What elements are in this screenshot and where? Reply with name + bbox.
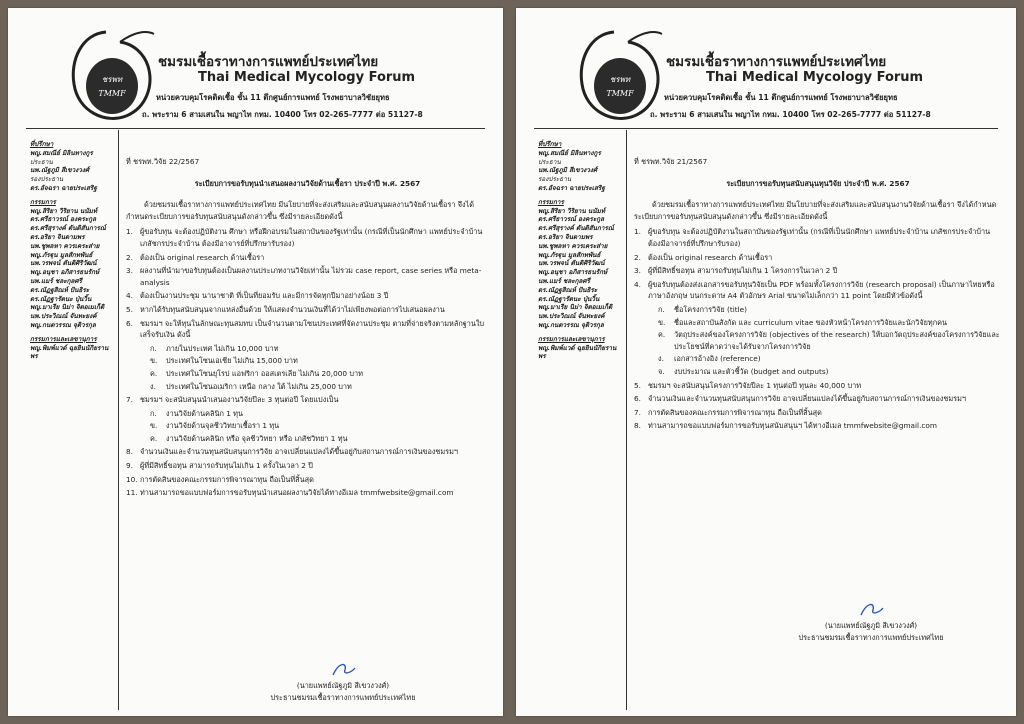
committee-member: ดร.ศรีสุรางค์ ตันติสันการณ์ <box>30 224 106 233</box>
vice-role: รองประธาน <box>30 175 64 184</box>
committee-member: พญ.อนุชา อภิสารธนรักษ์ <box>30 268 100 277</box>
org-address-line2: ถ. พระราม 6 สามเสนใน พญาไท กทม. 10400 โทร 02-265-7777 ต่อ 51127-8 <box>142 110 423 119</box>
header-divider <box>26 128 485 129</box>
committee-member: ดร.ศรีสุรางค์ ตันติสันการณ์ <box>538 224 614 233</box>
committee-member: นพ.ชูพลหา ควรเคระส่าย <box>538 241 608 250</box>
letter-intro: ด้วยชมรมเชื้อราทางการแพทย์ประเทศไทย มีนโยบายที่จะส่งเสริมและสนับสนุนงานวิจัยด้านเชื้อรา จึงได้กำหนดระเบียบการขอรับทุนสนับสนุนดังกล่าวขึ้น ซึ่งมีรายละเอียดดังนี้ <box>634 200 997 221</box>
rule-item <box>634 252 1002 264</box>
committee-member: นพ.แมร์ ชละกุลศรี <box>30 276 82 285</box>
svg-text:TMMF: TMMF <box>98 89 126 98</box>
item-text: การตัดสินของคณะกรรมการพิจารณาทุน ถือเป็นที่สิ้นสุด <box>140 474 314 484</box>
rule-subitem <box>150 381 489 393</box>
committee-member: นพ.ชูพลหา ควรเคระส่าย <box>30 241 100 250</box>
committee-member: นพ.แมร์ ชละกุลศรี <box>538 276 590 285</box>
signatory-name: (นายแพทย์ณัฐภูมิ สีเขวงวงศ์) <box>824 621 918 630</box>
letter-title: ระเบียบการขอรับทุนสนับสนุนทุนวิจัย ประจำปี พ.ศ. 2567 <box>726 178 910 188</box>
sidebar-divider <box>626 130 627 710</box>
committee-member: พญ.สิริยา วิริยาน นนัมท์ <box>30 206 98 215</box>
rule-item <box>126 226 489 249</box>
committee-member: ดร.ศรีธาวรณ์ องคระกูล <box>538 215 605 224</box>
letter-body <box>126 156 489 501</box>
item-text: ผู้ที่มีสิทธิ์ขอทุน สามารถรับทุนไม่เกิน 1 โครงการในเวลา 2 ปี <box>648 266 838 276</box>
committee-member: ดร.ณัฏฐารัตนะ ปุ่นวิ้น <box>30 294 92 303</box>
committee-member: พญ.อนุชา อภิสารธนรักษ์ <box>538 268 608 277</box>
item-number: ข. <box>150 421 158 431</box>
item-number: ก. <box>150 343 157 353</box>
rule-item <box>634 420 1002 432</box>
committee-member: ดร.ณัฏฐารัตนะ ปุ่นวิ้น <box>538 294 600 303</box>
svg-text:ชรพท: ชรพท <box>609 75 631 84</box>
committee-member: ดร.ศรีธาวรณ์ องคระกูล <box>30 215 97 224</box>
rule-item <box>634 407 1002 419</box>
rule-item <box>126 318 489 341</box>
item-text: งานวิจัยด้านคลินิก 1 ทุน <box>166 408 243 418</box>
item-number: 7. <box>634 407 641 417</box>
committee-member: นพ.ประวิณณ์ จันทะยงค์ <box>538 312 605 321</box>
item-number: 11. <box>126 488 138 498</box>
item-text: ชื่อและสถาบันสังกัด และ curriculum vitae ของหัวหน้าโครงการวิจัยและนักวิจัยทุกคน <box>674 317 948 327</box>
rule-item <box>126 474 489 486</box>
item-text: ท่านสามารถขอแบบฟอร์มการขอรับทุนนำเสนอผลงานวิจัยได้ทางอีเมล tmmfwebsite@gmail.com <box>140 488 454 498</box>
org-name-english: Thai Medical Mycology Forum <box>198 70 416 85</box>
signature-icon <box>323 660 363 678</box>
item-number: ก. <box>150 408 157 418</box>
item-number: 9. <box>126 461 133 471</box>
item-number: 7. <box>126 395 133 405</box>
rule-item <box>126 265 489 288</box>
item-number: ค. <box>150 433 158 443</box>
committee-member: ดร.อริยา จินดามพร <box>30 232 85 241</box>
committee-list <box>538 207 624 330</box>
item-number: ค. <box>150 368 158 378</box>
item-text: ผู้ขอรับทุนต้องส่งเอกสารขอรับทุนวิจัยเป็น PDF พร้อมทั้งโครงการวิจัย (research proposal) เป็นภาษาไทยหรือภาษาอังกฤษ บนกระดาษ A4 ตัวอักษร Arial ขนาดไม่เล็กกว่า 11 point โดยมีหัวข้อดังนี้ <box>648 279 995 301</box>
item-text: ผู้ขอรับทุน จะต้องปฏิบัติงานในสถาบันของรัฐเท่านั้น (กรณีที่เป็นนักศึกษา แพทย์ประจำบ้าน เภสัชกรประจำบ้าน ต้องมีอาจารย์ที่ปรึกษารับรอง) <box>648 227 991 248</box>
committee-heading: กรรมการ <box>30 197 56 206</box>
committee-heading: กรรมการ <box>538 197 564 206</box>
item-number: 6. <box>634 394 641 404</box>
item-text: ประเทศในโซนอเมริกา เหนือ กลาง ใต้ ไม่เกิน 25,000 บาท <box>166 381 352 391</box>
rule-item <box>634 265 1002 277</box>
item-text: ชมรมฯ จะให้ทุนในลักษณะทุนสมทบ เป็นจำนวนตามโซนประเทศที่จัดงานประชุม ตามที่จ่ายจริงตามหลักฐานใบเสร็จรับเงิน ดังนี้ <box>140 318 485 340</box>
rule-item <box>126 290 489 302</box>
document-number: ที่ ชรพท.วิจัย 21/2567 <box>634 157 708 166</box>
item-text: ต้องเป็น original research ด้านเชื้อรา <box>140 252 265 262</box>
rule-item <box>634 226 1002 249</box>
secretary-heading: กรรมการและเลขานุการ <box>30 334 97 343</box>
org-address-line2: ถ. พระราม 6 สามเสนใน พญาไท กทม. 10400 โทร 02-265-7777 ต่อ 51127-8 <box>650 110 931 119</box>
rule-item <box>126 487 489 499</box>
committee-member: พญ.สิริยา วิริยาน นนัมท์ <box>538 206 606 215</box>
vice-role: รองประธาน <box>538 175 572 184</box>
rule-subitem <box>150 408 489 420</box>
secretary-name: พญ.พิมพ์แวด์ ฉุยยินนักิยรานพร <box>538 343 617 361</box>
committee-member: นพ.ประวิณณ์ จันทะยงค์ <box>30 312 97 321</box>
item-text: งานวิจัยด้านคลินิก หรือ จุลชีววิทยา หรือ เภสัชวิทยา 1 ทุน <box>166 433 348 443</box>
item-text: การตัดสินของคณะกรรมการพิจารณาทุน ถือเป็นที่สิ้นสุด <box>648 407 822 417</box>
advisor-name: พญ.สมณีย์ มิลินทางกูร <box>30 148 93 157</box>
svg-text:TMMF: TMMF <box>606 89 634 98</box>
vice-name: ดร.อัจฉรา ฉายประเสริฐ <box>538 183 605 192</box>
rule-subitem <box>658 317 1002 329</box>
committee-sidebar <box>538 138 624 361</box>
item-text: จำนวนเงินและจำนวนทุนสนับสนุนการวิจัย อาจเปลี่ยนแปลงได้ขึ้นอยู่กับสถานการณ์การเงินของชมรมฯ <box>648 394 966 404</box>
signature-block <box>751 600 991 644</box>
rule-subitem <box>150 355 489 367</box>
rules-list <box>126 226 489 498</box>
committee-member: นพ.วรพจน์ ตันติศิริวัฒน์ <box>30 259 97 268</box>
signatory-title: ประธานชมรมเชื้อราทางการแพทย์ประเทศไทย <box>270 693 416 702</box>
item-text: จำนวนเงินและจำนวนทุนสนับสนุนการวิจัย อาจเปลี่ยนแปลงได้ขึ้นอยู่กับสถานการณ์การเงินของชมรมฯ <box>140 447 458 457</box>
item-text: ชมรมฯ จะสนับสนุนโครงการวิจัยปีละ 1 ทุนต่อปี ทุนละ 40,000 บาท <box>648 380 862 390</box>
item-text: วัตถุประสงค์ของโครงการวิจัย (objectives of the research) ให้บอกวัตถุประสงค์ของโครงการวิจัยและประโยชน์ที่คาดว่าจะได้รับจากโครงการวิจัย <box>674 330 1000 351</box>
item-number: 5. <box>126 304 133 314</box>
item-text: ผลงานที่นำมาขอรับทุนต้องเป็นผลงานประเภทงานวิจัยเท่านั้น ไม่รวม case report, case series หรือ meta-analysis <box>140 266 482 287</box>
item-text: เอกสารอ้างอิง (reference) <box>674 354 761 364</box>
committee-list <box>30 207 116 330</box>
advisor-name: พญ.สมณีย์ มิลินทางกูร <box>538 148 601 157</box>
committee-member: พญ.ภัรฐุน มูลสักทพันธ์ <box>30 250 93 259</box>
rule-subitem <box>658 304 1002 316</box>
item-number: ข. <box>150 356 158 366</box>
item-number: ง. <box>150 381 156 391</box>
item-number: 2. <box>126 252 133 262</box>
rule-subitem <box>150 433 489 445</box>
committee-member: ดร.ณัฏฐสิณห์ ปันธิระ <box>30 285 90 294</box>
rule-item <box>126 252 489 264</box>
advisor-heading: ที่ปรึกษา <box>538 140 562 148</box>
item-number: 3. <box>126 266 133 276</box>
org-name-thai: ชมรมเชื้อราทางการแพทย์ประเทศไทย <box>158 54 379 70</box>
rule-item <box>634 393 1002 405</box>
svg-text:ชรพท: ชรพท <box>101 75 123 84</box>
item-number: 8. <box>634 421 641 431</box>
sidebar-divider <box>118 130 119 710</box>
item-number: 5. <box>634 380 641 390</box>
letter-title: ระเบียบการขอรับทุนนำเสนอผลงานวิจัยด้านเชื้อรา ประจำปี พ.ศ. 2567 <box>194 178 421 188</box>
rule-subitem <box>658 353 1002 365</box>
item-number: ง. <box>658 354 664 364</box>
item-number: 10. <box>126 474 138 484</box>
header-divider <box>534 128 998 129</box>
signatory-title: ประธานชมรมเชื้อราทางการแพทย์ประเทศไทย <box>798 633 944 642</box>
rule-subitem <box>658 329 1002 352</box>
document-page-right <box>516 8 1016 716</box>
org-address-line1: หน่วยควบคุมโรคติดเชื้อ ชั้น 11 ตึกศูนย์การแพทย์ โรงพยาบาลวิชัยยุทธ <box>664 93 898 102</box>
item-number: ค. <box>658 330 666 340</box>
rule-item <box>126 460 489 472</box>
rule-item <box>126 394 489 406</box>
committee-member: พญ.มาเรีย นิม่า จิตอเมเก็ติ <box>30 303 105 312</box>
item-number: 4. <box>634 279 641 289</box>
rule-item <box>634 380 1002 392</box>
item-text: งานวิจัยด้านจุลชีววิทยาเชื้อรา 1 ทุน <box>166 421 280 431</box>
org-name-thai: ชมรมเชื้อราทางการแพทย์ประเทศไทย <box>666 54 887 70</box>
item-number: 4. <box>126 291 133 301</box>
president-name: นพ.ณัฐภูมิ สีเขวงวงศ์ <box>30 166 90 175</box>
rules-list <box>634 226 1002 432</box>
item-text: ต้องเป็นงานประชุม นานาชาติ ที่เป็นที่ยอมรับ และมีการจัดทุกปีมาอย่างน้อย 3 ปี <box>140 291 389 301</box>
rule-item <box>634 279 1002 302</box>
signature-block <box>223 660 463 704</box>
item-text: ท่านสามารถขอแบบฟอร์มการขอรับทุนสนับสนุนฯ ได้ทางอีเมล tmmfwebsite@gmail.com <box>648 421 937 431</box>
president-role: ประธาน <box>538 157 561 166</box>
rule-subitem <box>150 368 489 380</box>
item-number: ก. <box>658 304 665 314</box>
committee-member: พญ.มาเรีย นิม่า จิตอเมเก็ติ <box>538 303 613 312</box>
committee-sidebar <box>30 138 116 361</box>
item-text: ผู้ที่มีสิทธิ์ขอทุน สามารถรับทุนไม่เกิน 1 ครั้งในเวลา 2 ปี <box>140 461 313 471</box>
committee-member: นพ.วรพจน์ ตันติศิริวัฒน์ <box>538 259 605 268</box>
item-number: 8. <box>126 447 133 457</box>
org-name-english: Thai Medical Mycology Forum <box>706 70 924 85</box>
secretary-heading: กรรมการและเลขานุการ <box>538 334 605 343</box>
rule-item <box>126 446 489 458</box>
item-text: ภายในประเทศ ไม่เกิน 10,000 บาท <box>166 343 279 353</box>
letter-intro: ด้วยชมรมเชื้อราทางการแพทย์ประเทศไทย มีนโยบายที่จะส่งเสริมและสนับสนุนผลงานวิจัยด้านเชื้อรา จึงได้กำหนดระเบียบการขอรับทุนสนับสนุนดังกล่าวขึ้น ซึ่งมีรายละเอียดดังนี้ <box>126 200 475 221</box>
document-number: ที่ ชรพท.วิจัย 22/2567 <box>126 157 200 166</box>
item-number: จ. <box>658 366 665 376</box>
item-text: งบประมาณ และตัวชี้วัด (budget and outputs) <box>674 366 829 376</box>
item-number: 1. <box>126 227 133 237</box>
item-text: ชื่อโครงการวิจัย (title) <box>674 304 747 314</box>
item-text: ต้องเป็น original research ด้านเชื้อรา <box>648 252 773 262</box>
item-number: 2. <box>634 252 641 262</box>
org-address-line1: หน่วยควบคุมโรคติดเชื้อ ชั้น 11 ตึกศูนย์การแพทย์ โรงพยาบาลวิชัยยุทธ <box>156 93 390 102</box>
item-number: 6. <box>126 318 133 328</box>
committee-member: พญ.ภัรฐุน มูลสักทพันธ์ <box>538 250 601 259</box>
item-number: ข. <box>658 317 666 327</box>
signature-icon <box>851 600 891 618</box>
rule-item <box>126 304 489 316</box>
committee-member: พญ.กนตวรรณ จุติวรกุล <box>30 320 96 329</box>
committee-member: พญ.กนตวรรณ จุติวรกุล <box>538 320 604 329</box>
item-text: ประเทศในโซนยุโรป แอฟริกา ออสเตรเลีย ไม่เกิน 20,000 บาท <box>166 368 363 378</box>
president-role: ประธาน <box>30 157 53 166</box>
advisor-heading: ที่ปรึกษา <box>30 140 54 148</box>
item-text: ประเทศในโซนเอเชีย ไม่เกิน 15,000 บาท <box>166 356 298 366</box>
signatory-name: (นายแพทย์ณัฐภูมิ สีเขวงวงศ์) <box>296 681 390 690</box>
item-text: หากได้รับทุนสนับสนุนจากแหล่งอื่นด้วย ให้แสดงจำนวนเงินที่ได้ว่าไม่เพียงพอต่อการไปเสนอผลงาน <box>140 304 445 314</box>
committee-member: ดร.อริยา จินดามพร <box>538 232 593 241</box>
secretary-name: พญ.พิมพ์แวด์ ฉุยยินนักิยรานพร <box>30 343 109 361</box>
letter-body <box>634 156 1002 434</box>
item-number: 1. <box>634 227 641 237</box>
president-name: นพ.ณัฐภูมิ สีเขวงวงศ์ <box>538 166 598 175</box>
item-text: ชมรมฯ จะสนับสนุนนำเสนองานวิจัยปีละ 3 ทุนต่อปี โดยแบ่งเป็น <box>140 395 339 405</box>
committee-member: ดร.ณัฏฐสิณห์ ปันธิระ <box>538 285 598 294</box>
rule-subitem <box>150 343 489 355</box>
document-page-left <box>8 8 503 716</box>
item-number: 3. <box>634 266 641 276</box>
rule-subitem <box>150 420 489 432</box>
item-text: ผู้ขอรับทุน จะต้องปฏิบัติงาน ศึกษา หรือฝึกอบรมในสถาบันของรัฐเท่านั้น (กรณีที่เป็นนักศึกษา แพทย์ประจำบ้าน เภสัชกรประจำบ้าน ต้องมีอาจารย์ที่ปรึกษารับรอง) <box>140 227 483 248</box>
rule-subitem <box>658 366 1002 378</box>
vice-name: ดร.อัจฉรา ฉายประเสริฐ <box>30 183 97 192</box>
